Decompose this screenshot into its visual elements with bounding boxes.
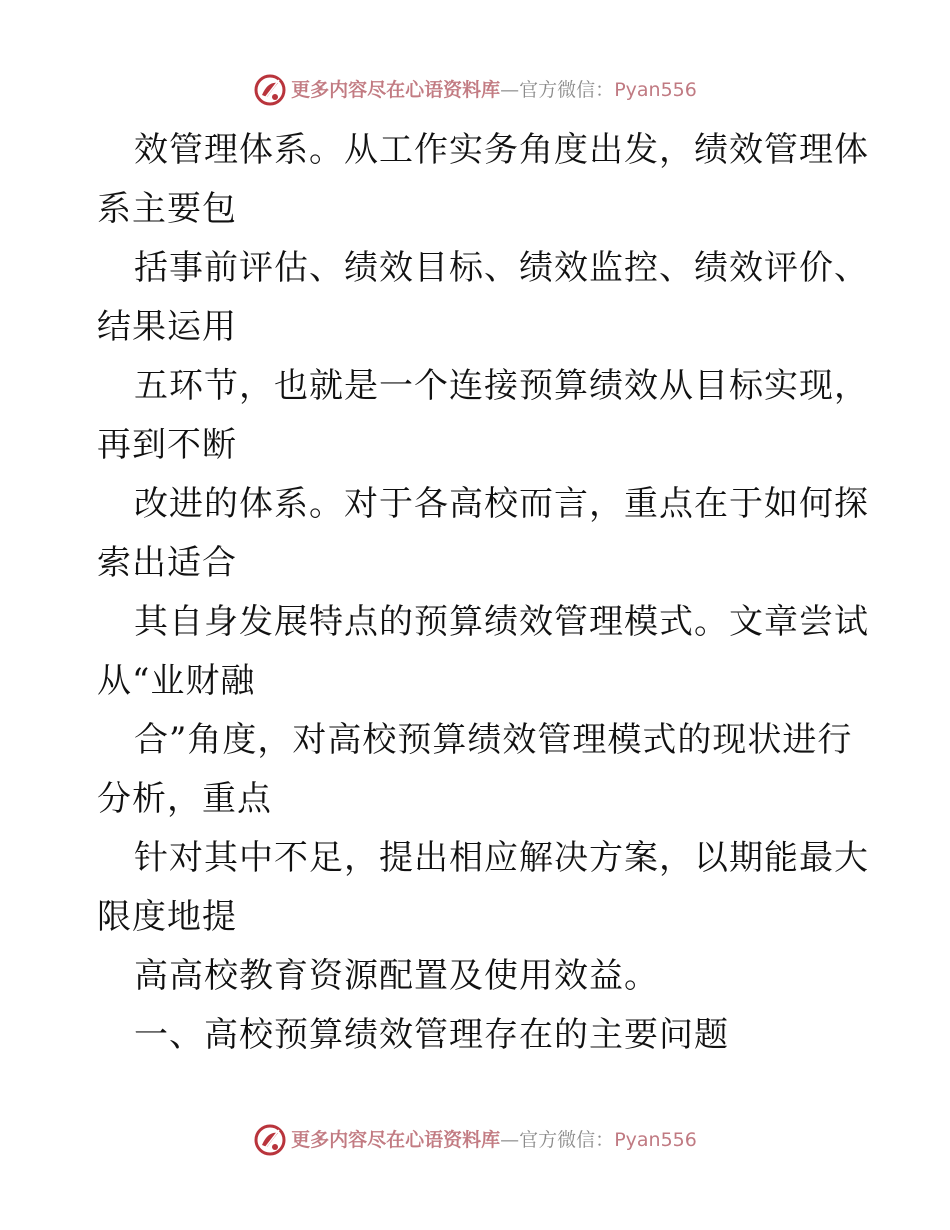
watermark-wechat-id: Pyan556 xyxy=(614,1129,697,1151)
watermark-dash: — xyxy=(500,1129,520,1151)
body-line-12: 分析，重点 xyxy=(97,779,272,819)
body-line-4: 结果运用 xyxy=(97,307,237,347)
body-line-2: 系主要包 xyxy=(97,189,237,229)
footer-watermark xyxy=(0,1120,950,1160)
watermark-text xyxy=(291,79,697,101)
body-line-5: 五环节，也就是一个连接预算绩效从目标实现， xyxy=(134,366,869,406)
section-heading: 一、高校预算绩效管理存在的主要问题 xyxy=(134,1015,729,1055)
watermark-site: 更多内容尽在心语资料库 xyxy=(291,79,501,101)
body-line-7: 改进的体系。对于各高校而言，重点在于如何探 xyxy=(134,484,869,524)
body-line-10: 从“业财融 xyxy=(97,661,256,701)
header-watermark xyxy=(0,70,950,110)
watermark-site: 更多内容尽在心语资料库 xyxy=(291,1129,501,1151)
seal-logo-icon xyxy=(253,73,287,107)
body-line-3: 括事前评估、绩效目标、绩效监控、绩效评价、 xyxy=(134,248,869,288)
seal-logo-icon xyxy=(253,1123,287,1157)
watermark-wechat-label: 官方微信： xyxy=(519,79,615,101)
document-body xyxy=(97,121,869,1065)
watermark-wechat-id: Pyan556 xyxy=(614,79,697,101)
body-line-11: 合”角度，对高校预算绩效管理模式的现状进行 xyxy=(134,720,853,760)
body-line-14: 限度地提 xyxy=(97,897,237,937)
watermark-dash: — xyxy=(500,79,520,101)
watermark-wechat-label: 官方微信： xyxy=(519,1129,615,1151)
body-line-8: 索出适合 xyxy=(97,543,237,583)
body-line-13: 针对其中不足，提出相应解决方案，以期能最大 xyxy=(134,838,869,878)
watermark-text xyxy=(291,1129,697,1151)
body-line-1: 效管理体系。从工作实务角度出发，绩效管理体 xyxy=(134,130,869,170)
body-line-9: 其自身发展特点的预算绩效管理模式。文章尝试 xyxy=(134,602,869,642)
body-line-15: 高高校教育资源配置及使用效益。 xyxy=(134,956,659,996)
body-line-6: 再到不断 xyxy=(97,425,237,465)
